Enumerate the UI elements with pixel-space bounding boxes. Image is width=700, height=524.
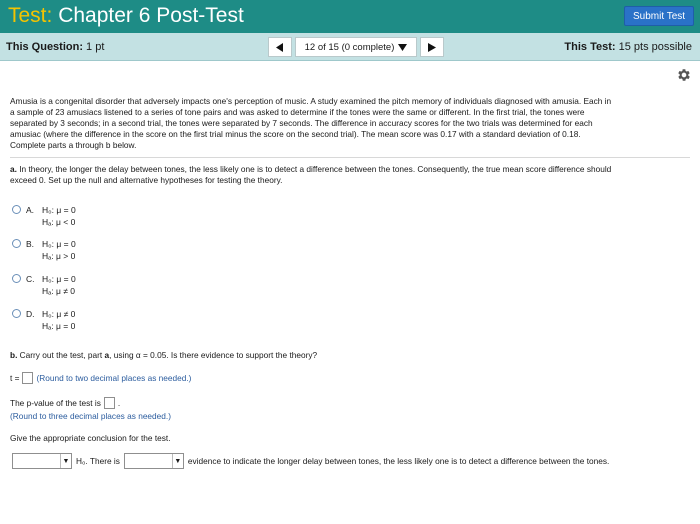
next-question-button[interactable] <box>420 37 444 57</box>
stem-line: a sample of 23 amusiacs listened to a series of tone pairs and was asked to determine if the tones were the same or different. In the first trial, the tones were <box>10 107 585 117</box>
part-a-text: In theory, the longer the delay between tones, the less likely one is to detect a difference between the tones. Consequently, the true mean score difference should <box>16 164 612 174</box>
this-question-label: This Question: <box>6 41 83 53</box>
question-selector-label: 12 of 15 (0 complete) <box>304 41 395 53</box>
part-b-ref: a <box>104 350 110 360</box>
part-a-prompt <box>10 164 690 186</box>
alternative-hypothesis: Hₐ: μ ≠ 0 <box>42 286 76 296</box>
p-label: The p-value of the test is <box>10 398 101 408</box>
this-question-points <box>6 41 104 53</box>
part-b-prompt <box>10 350 317 360</box>
null-hypothesis: H₀: μ = 0 <box>42 274 76 284</box>
option-b[interactable] <box>12 238 212 268</box>
t-label: t = <box>10 373 20 383</box>
option-c[interactable] <box>12 273 212 303</box>
right-triangle-icon <box>428 43 436 52</box>
conclusion-h0-text: H₀. There is <box>76 456 120 466</box>
previous-question-button[interactable] <box>268 37 292 57</box>
this-test-points <box>564 41 692 53</box>
chevron-down-icon: ▼ <box>172 454 183 468</box>
alternative-hypothesis: Hₐ: μ = 0 <box>42 321 76 331</box>
question-content <box>10 96 690 186</box>
option-d[interactable] <box>12 308 212 338</box>
conclusion-prompt: Give the appropriate conclusion for the test. <box>10 433 171 443</box>
question-stem <box>10 96 690 158</box>
option-letter: B. <box>26 239 35 249</box>
stem-line: separated by 3 seconds; in a second trial, the tones were separated by 7 seconds. The difference in accuracy scores for the two trials was determined for each <box>10 118 593 128</box>
part-b-label: b. <box>10 350 18 360</box>
null-hypothesis: H₀: μ ≠ 0 <box>42 309 76 319</box>
chevron-down-icon: ▼ <box>60 454 71 468</box>
chevron-down-icon <box>398 44 407 51</box>
conclusion-tail-text: evidence to indicate the longer delay between tones, the less likely one is to detect a difference between the tones. <box>187 456 610 466</box>
radio-button[interactable] <box>12 239 21 248</box>
stem-line: Amusia is a congenital disorder that adversely impacts one's perception of music. A study examined the pitch memory of individuals diagnosed with amusia. Each in <box>10 96 612 106</box>
radio-button[interactable] <box>12 274 21 283</box>
radio-button[interactable] <box>12 205 21 214</box>
t-hint: (Round to two decimal places as needed.) <box>36 373 192 383</box>
test-title <box>8 4 244 28</box>
t-answer-input[interactable] <box>22 372 33 384</box>
part-a-text: exceed 0. Set up the null and alternative hypotheses for testing the theory. <box>10 175 283 185</box>
option-letter: D. <box>26 309 35 319</box>
gear-icon[interactable] <box>676 67 692 83</box>
evidence-dropdown[interactable] <box>124 453 184 469</box>
conclusion-row <box>12 453 613 469</box>
p-value-input[interactable] <box>104 397 115 409</box>
option-a[interactable] <box>12 204 212 234</box>
left-triangle-icon <box>276 43 284 52</box>
p-suffix: . <box>117 398 121 408</box>
null-hypothesis: H₀: μ = 0 <box>42 239 76 249</box>
submit-test-button[interactable]: Submit Test <box>624 6 694 26</box>
alternative-hypothesis: Hₐ: μ > 0 <box>42 251 76 261</box>
this-question-value: 1 pt <box>83 41 105 53</box>
p-hint: (Round to three decimal places as needed.) <box>10 411 171 421</box>
reject-decision-dropdown[interactable] <box>12 453 72 469</box>
test-title-prefix: Test: <box>8 4 53 27</box>
null-hypothesis: H₀: μ = 0 <box>42 205 76 215</box>
part-a-label: a. <box>10 164 17 174</box>
p-value-row <box>10 397 120 409</box>
stem-line: amusiac (where the difference in the score on the first trial minus the score on the second trial). The mean score was 0.17 with a standard deviation of 0.18. <box>10 129 581 139</box>
test-header <box>0 0 700 33</box>
radio-button[interactable] <box>12 309 21 318</box>
part-b-text: , using α = 0.05. Is there evidence to support the theory? <box>109 350 318 360</box>
part-b-text: Carry out the test, part <box>17 350 105 360</box>
alternative-hypothesis: Hₐ: μ < 0 <box>42 217 76 227</box>
this-test-label: This Test: <box>564 41 616 53</box>
option-letter: C. <box>26 274 35 284</box>
t-statistic-row <box>10 372 191 384</box>
test-title-name: Chapter 6 Post-Test <box>52 4 244 27</box>
stem-line: Complete parts a through b below. <box>10 140 137 150</box>
option-letter: A. <box>26 205 35 215</box>
this-test-value: 15 pts possible <box>615 41 692 53</box>
question-selector[interactable] <box>295 37 417 57</box>
